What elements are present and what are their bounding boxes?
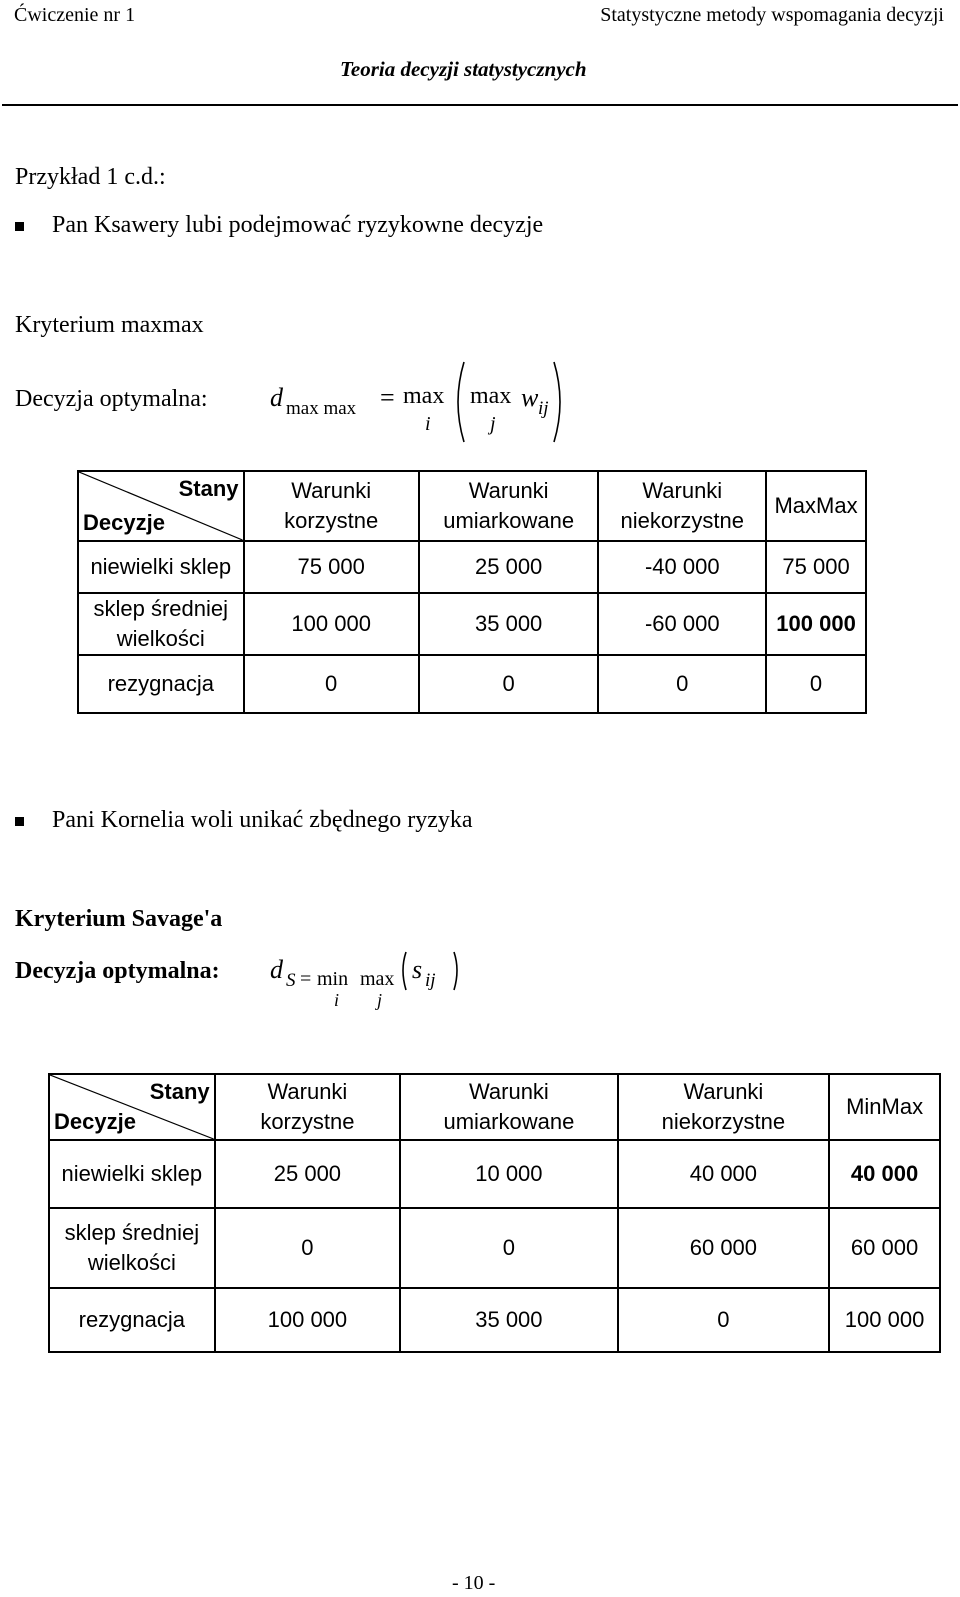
table-cell: 75 000 xyxy=(244,541,419,593)
table-header-row xyxy=(78,471,866,541)
table-row xyxy=(49,1288,940,1352)
table-cell: 35 000 xyxy=(419,593,599,655)
header-right: Statystyczne metody wspomagania decyzji xyxy=(600,4,944,26)
table-cell: 25 000 xyxy=(215,1140,400,1208)
formula-d-subscript: max max xyxy=(286,398,357,419)
formula-savage-max-index: j xyxy=(377,990,383,1010)
formula-savage-s: s xyxy=(412,955,423,984)
table-cell: 0 xyxy=(244,655,419,713)
section1-optimal-label: Decyzja optymalna: xyxy=(15,386,208,412)
table-row xyxy=(49,1208,940,1288)
bullet-icon xyxy=(15,222,24,231)
example-label: Przykład 1 c.d.: xyxy=(15,164,166,190)
section1-criterion: Kryterium maxmax xyxy=(15,312,204,338)
section2-criterion: Kryterium Savage'a xyxy=(15,906,223,932)
formula-outer-index: i xyxy=(425,413,431,435)
formula-w-subscript: ij xyxy=(538,398,549,419)
formula-savage-min-index: i xyxy=(334,990,340,1010)
table-cell: 0 xyxy=(215,1208,400,1288)
result-cell: 0 xyxy=(766,655,866,713)
formula-savage-d-subscript: S xyxy=(286,970,296,991)
formula-savage-equals: = xyxy=(300,968,312,990)
table-cell: 100 000 xyxy=(244,593,419,655)
row-label: rezygnacja xyxy=(78,655,244,713)
column-header: Warunki umiarkowane xyxy=(400,1074,618,1140)
header-left: Ćwiczenie nr 1 xyxy=(14,4,136,26)
corner-decisions-label: Decyzje xyxy=(83,510,165,535)
formula-d: d xyxy=(270,383,283,412)
formula-savage-min: min xyxy=(317,968,349,990)
table-corner-cell xyxy=(78,471,244,541)
row-label: sklep średniej wielkości xyxy=(49,1208,215,1288)
table-cell: 0 xyxy=(598,655,766,713)
formula-savage-d: d xyxy=(270,955,283,984)
column-header: Warunki umiarkowane xyxy=(419,471,599,541)
column-header: Warunki niekorzystne xyxy=(598,471,766,541)
result-column-header: MinMax xyxy=(829,1074,940,1140)
table-cell: 0 xyxy=(618,1288,830,1352)
table-row xyxy=(78,593,866,655)
maxmax-table xyxy=(77,470,867,714)
formula-inner-index: j xyxy=(490,413,496,435)
table-cell: -40 000 xyxy=(598,541,766,593)
result-cell: 40 000 xyxy=(829,1140,940,1208)
result-cell: 100 000 xyxy=(766,593,866,655)
bullet-icon xyxy=(15,817,24,826)
row-label: niewielki sklep xyxy=(78,541,244,593)
result-cell: 60 000 xyxy=(829,1208,940,1288)
column-header: Warunki korzystne xyxy=(244,471,419,541)
row-label: niewielki sklep xyxy=(49,1140,215,1208)
table-row xyxy=(78,541,866,593)
formula-inner-max: max xyxy=(470,383,512,409)
formula-maxmax xyxy=(270,383,283,413)
corner-decisions-label: Decyzje xyxy=(54,1109,136,1134)
savage-table xyxy=(48,1073,941,1353)
result-cell: 100 000 xyxy=(829,1288,940,1352)
formula-outer-max: max xyxy=(403,383,445,409)
row-label: rezygnacja xyxy=(49,1288,215,1352)
section1-bullet-text: Pan Ksawery lubi podejmować ryzykowne decyzje xyxy=(52,212,544,238)
table-corner-cell xyxy=(49,1074,215,1140)
result-column-header: MaxMax xyxy=(766,471,866,541)
table-header-row xyxy=(49,1074,940,1140)
table-cell: 0 xyxy=(419,655,599,713)
table-row xyxy=(49,1140,940,1208)
section2-optimal-label: Decyzja optymalna: xyxy=(15,958,220,984)
table-row xyxy=(78,655,866,713)
table-cell: 40 000 xyxy=(618,1140,830,1208)
table-cell: 25 000 xyxy=(419,541,599,593)
table-cell: 60 000 xyxy=(618,1208,830,1288)
section2-bullet-text: Pani Kornelia woli unikać zbędnego ryzyka xyxy=(52,807,473,833)
table-cell: 100 000 xyxy=(215,1288,400,1352)
table-cell: 35 000 xyxy=(400,1288,618,1352)
table-cell: 0 xyxy=(400,1208,618,1288)
formula-savage-s-subscript: ij xyxy=(425,970,436,991)
column-header: Warunki korzystne xyxy=(215,1074,400,1140)
row-label: sklep średniej wielkości xyxy=(78,593,244,655)
document-subtitle: Teoria decyzji statystycznych xyxy=(340,57,587,81)
formula-w: w xyxy=(521,383,539,412)
result-cell: 75 000 xyxy=(766,541,866,593)
corner-states-label: Stany xyxy=(178,476,239,501)
formula-savage-max: max xyxy=(360,968,395,990)
table-cell: -60 000 xyxy=(598,593,766,655)
header-divider xyxy=(2,104,958,106)
column-header: Warunki niekorzystne xyxy=(618,1074,830,1140)
page-number: - 10 - xyxy=(452,1572,496,1594)
corner-states-label: Stany xyxy=(149,1079,210,1104)
formula-equals: = xyxy=(380,383,395,412)
table-cell: 10 000 xyxy=(400,1140,618,1208)
